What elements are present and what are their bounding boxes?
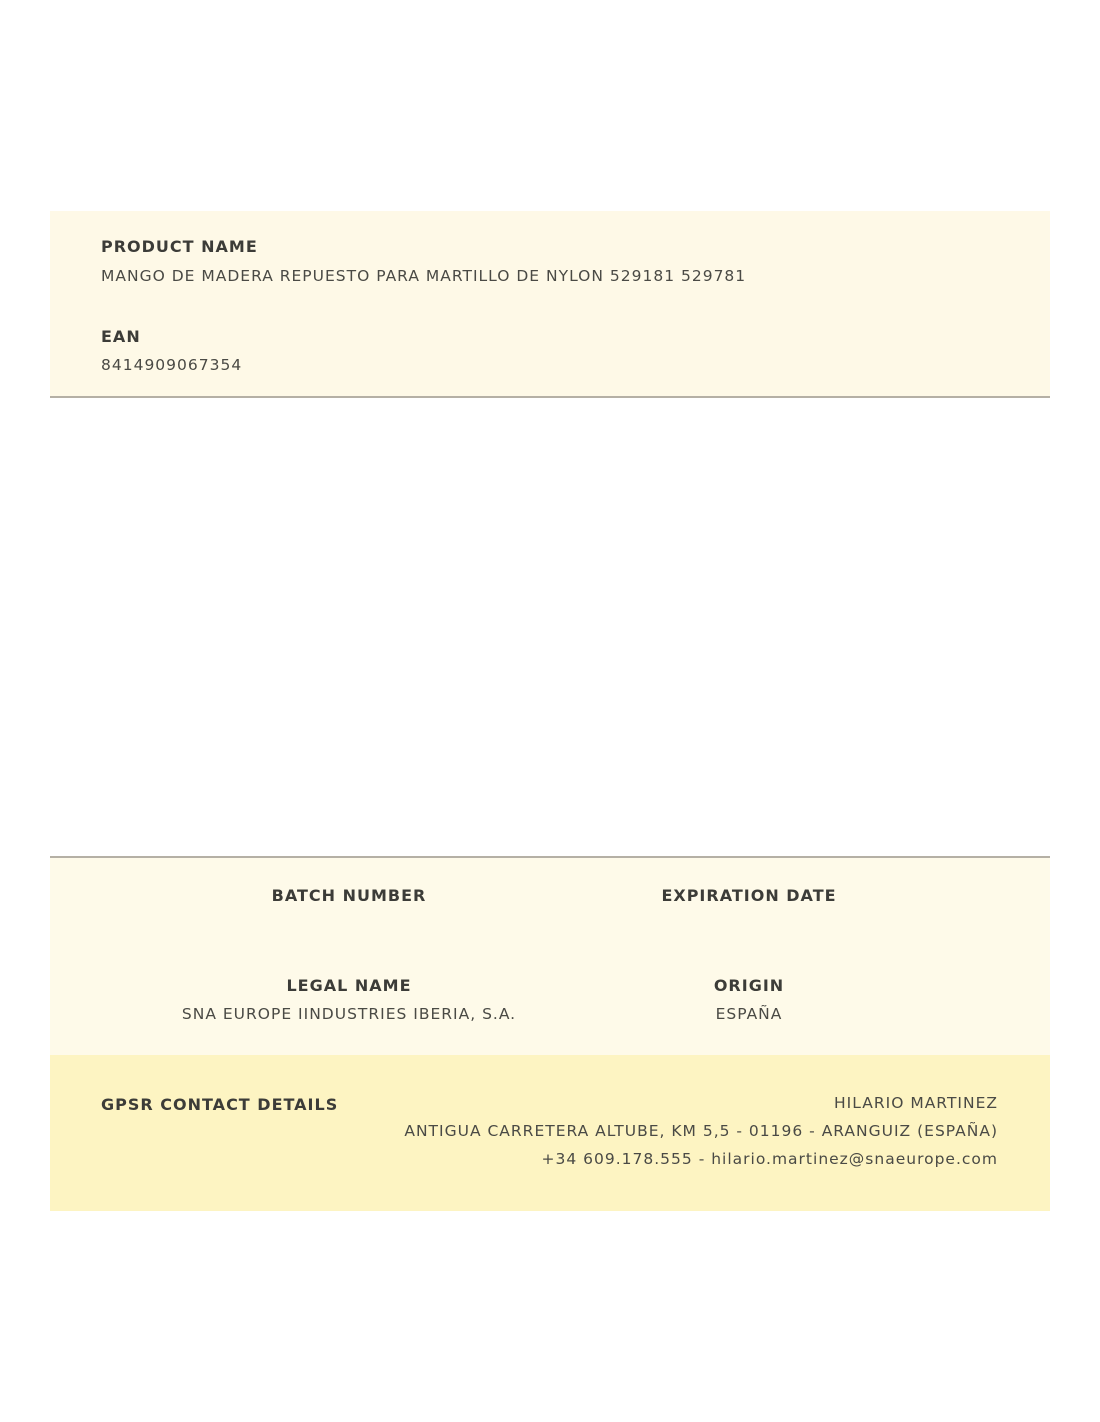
contact-name: HILARIO MARTINEZ	[834, 1094, 998, 1112]
product-details-panel	[50, 856, 1050, 1057]
legal-name-label: LEGAL NAME	[286, 976, 412, 995]
product-info-panel	[50, 211, 1050, 398]
expiration-date-field	[549, 886, 949, 915]
gpsr-contact-panel	[50, 1055, 1050, 1211]
expiration-date-label: EXPIRATION DATE	[661, 886, 837, 905]
origin-field	[549, 976, 949, 1023]
legal-name-field	[149, 976, 549, 1023]
gpsr-contact-label: GPSR CONTACT DETAILS	[101, 1095, 339, 1114]
origin-value: ESPAÑA	[715, 1005, 783, 1023]
ean-value: 8414909067354	[101, 356, 243, 374]
origin-label: ORIGIN	[713, 976, 785, 995]
batch-number-field	[149, 886, 549, 915]
batch-number-label: BATCH NUMBER	[271, 886, 427, 905]
product-name-value: MANGO DE MADERA REPUESTO PARA MARTILLO DE NYLON 529181 529781	[101, 267, 747, 285]
contact-phone-email: +34 609.178.555 - hilario.martinez@snaeurope.com	[541, 1150, 998, 1168]
contact-address: ANTIGUA CARRETERA ALTUBE, KM 5,5 - 01196 - ARANGUIZ (ESPAÑA)	[404, 1122, 998, 1140]
legal-name-value: SNA EUROPE IINDUSTRIES IBERIA, S.A.	[181, 1005, 517, 1023]
product-name-label: PRODUCT NAME	[101, 237, 258, 256]
contact-details	[404, 1095, 998, 1173]
ean-label: EAN	[101, 327, 141, 346]
